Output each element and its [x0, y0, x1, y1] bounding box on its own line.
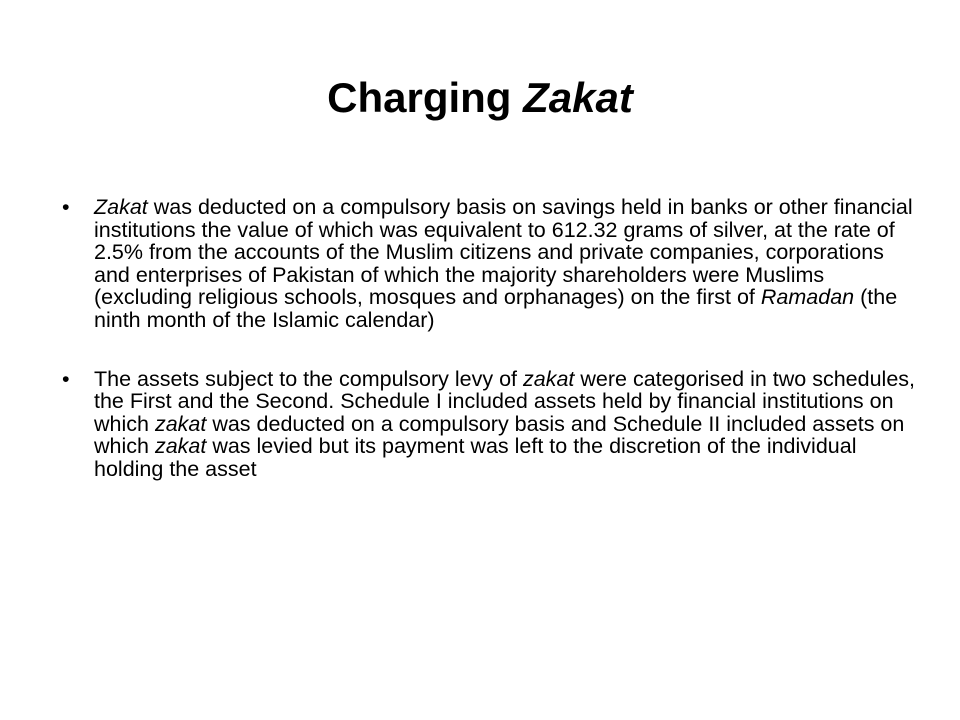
- text-segment: Ramadan: [760, 285, 855, 310]
- title-italic: Zakat: [523, 74, 633, 121]
- text-segment: zakat: [523, 366, 575, 391]
- bullet-item: [62, 196, 922, 332]
- slide-title: [0, 70, 960, 126]
- bullet-text: [94, 367, 915, 481]
- text-segment: zakat: [154, 411, 207, 436]
- text-segment: The assets subject to the compulsory levy of: [94, 366, 524, 391]
- bullet-marker: •: [62, 195, 70, 219]
- text-segment: zakat: [154, 434, 207, 459]
- text-segment: was levied but its payment was left to the discretion of the individual holding the asset: [94, 434, 857, 481]
- bullet-item: [62, 368, 922, 481]
- text-segment: (the ninth month of the Islamic calendar): [94, 285, 898, 332]
- bullet-list: [62, 196, 922, 517]
- bullet-marker: •: [62, 366, 70, 391]
- text-segment: Zakat: [94, 195, 148, 219]
- text-segment: was deducted on a compulsory basis and Schedule II included assets on which: [94, 411, 905, 459]
- text-segment: was deducted on a compulsory basis on savings held in banks or other financial institutions the value of which was equivalent to 612.32 grams of silver, at the rate of 2.5% from the accounts of the Muslim citizens and private companies, corporations and enterprises of Pakistan of which the majority shareholders were Muslims (excluding religious schools, mosques and orphanages) on the first of: [94, 195, 913, 310]
- text-segment: were categorised in two schedules, the First and the Second. Schedule I included assets held by financial institutions on which: [94, 366, 916, 436]
- title-prefix: Charging: [327, 74, 524, 121]
- bullet-text: [94, 195, 913, 332]
